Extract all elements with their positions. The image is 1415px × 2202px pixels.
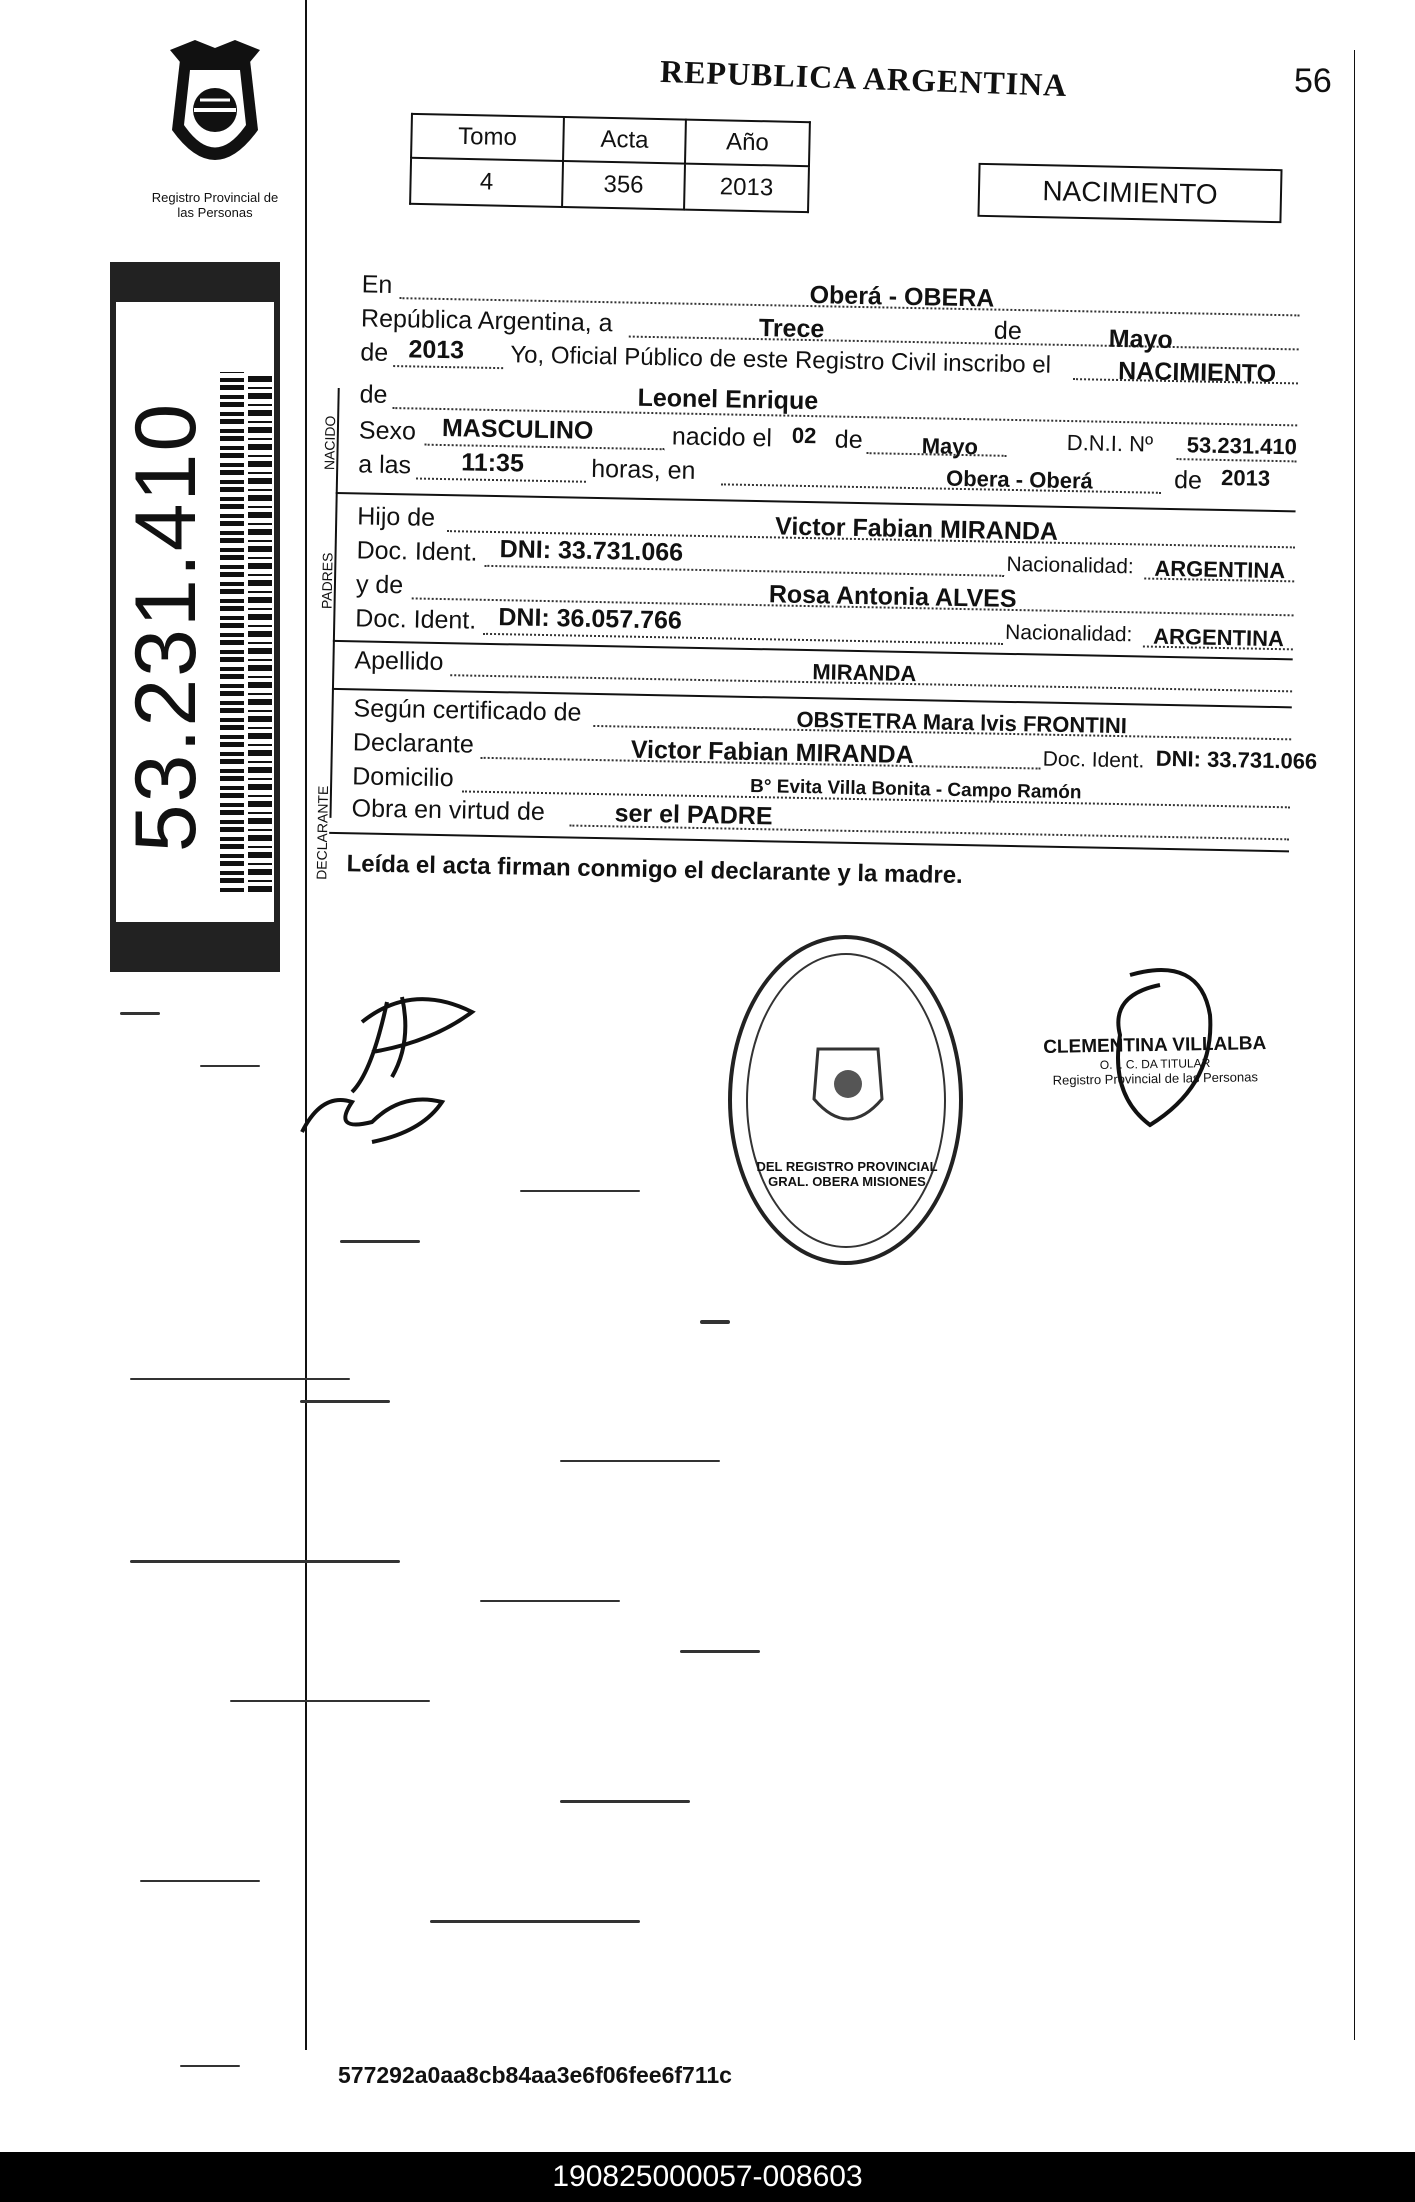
official-title: O. I. C. DA TITULAR <box>1099 1056 1211 1072</box>
republica-label: República Argentina, a <box>360 304 613 338</box>
obra-label: Obra en virtud de <box>351 794 546 827</box>
day-value: Trece <box>758 314 825 344</box>
record-type-box: NACIMIENTO <box>977 163 1282 223</box>
mother-nat-label: Nacionalidad: <box>1004 620 1133 647</box>
inscribo-value: NACIMIENTO <box>1117 356 1277 388</box>
en-label: En <box>361 270 393 300</box>
apellido-label: Apellido <box>354 646 444 677</box>
header-anio: Año <box>685 120 810 167</box>
place-value: Obera - Oberá <box>945 465 1094 494</box>
official-name: CLEMENTINA VILLALBA <box>1043 1033 1267 1058</box>
declarant-signature <box>292 982 492 1152</box>
mother-value: Rosa Antonia ALVES <box>768 580 1017 614</box>
value-anio: 2013 <box>684 164 809 213</box>
domicilio-value: B° Evita Villa Bonita - Campo Ramón <box>749 775 1082 804</box>
obra-value: ser el PADRE <box>614 799 773 831</box>
oficial-text: Yo, Oficial Público de este Registro Civil inscribo el <box>510 341 1052 379</box>
value-tomo: 4 <box>410 158 563 207</box>
declarante-label: Declarante <box>352 728 475 759</box>
year-value: 2013 <box>408 335 465 365</box>
document-hash: 577292a0aa8cb84aa3e6f06fee6f711c <box>338 2062 732 2088</box>
father-doc: DNI: 33.731.066 <box>499 535 684 567</box>
nacido-label: nacido el <box>671 422 773 453</box>
birth-day: 02 <box>791 422 817 449</box>
page-number: 56 <box>1294 62 1332 100</box>
registry-seal <box>728 935 963 1265</box>
father-nat-label: Nacionalidad: <box>1006 552 1134 579</box>
year-de2-label: de <box>1173 466 1203 495</box>
y-de-label: y de <box>355 570 404 600</box>
official-registry: Registro Provincial de las Personas <box>1052 1069 1259 1088</box>
section-nacido: NACIDO <box>321 415 339 471</box>
barcode-bars <box>248 372 272 892</box>
hijo-label: Hijo de <box>357 502 436 532</box>
vertical-dni-number: 53.231.410 <box>118 401 214 853</box>
closing-text: Leída el acta firman conmigo el declarante y la madre. <box>346 850 963 890</box>
father-value: Victor Fabian MIRANDA <box>774 512 1059 546</box>
birth-month: Mayo <box>921 433 979 460</box>
registry-logo <box>150 40 280 250</box>
dni-label: D.N.I. Nº <box>1066 429 1154 457</box>
segun-value: OBSTETRA Mara lvis FRONTINI <box>796 706 1128 739</box>
apellido-value: MIRANDA <box>812 659 917 687</box>
section-padres: PADRES <box>318 552 336 610</box>
domicilio-label: Domicilio <box>352 762 454 793</box>
sexo-value: MASCULINO <box>441 413 594 445</box>
mother-doc-label: Doc. Ident. <box>355 604 477 635</box>
decl-doc-label: Doc. Ident. <box>1042 747 1145 773</box>
month-de-label: de <box>993 316 1023 346</box>
barcode-bars-2 <box>220 372 244 892</box>
form-block <box>313 270 1320 969</box>
seal-emblem-icon <box>808 1039 888 1139</box>
footer-code: 190825000057-008603 <box>552 2160 863 2193</box>
birth-year: 2013 <box>1220 464 1271 491</box>
seal-text: DEL REGISTRO PROVINCIAL GRAL. OBERA MISIONES <box>756 1159 938 1189</box>
value-acta: 356 <box>562 161 685 210</box>
sexo-label: Sexo <box>358 416 417 446</box>
official-stamp <box>1025 1033 1286 1089</box>
right-margin-line <box>1354 50 1355 2040</box>
footer-bar <box>0 2152 1415 2202</box>
en-value: Oberá - OBERA <box>809 281 995 313</box>
scan-noise <box>120 1012 160 1015</box>
birth-de-label: de <box>834 425 863 455</box>
month-value: Mayo <box>1108 324 1173 354</box>
father-nat: ARGENTINA <box>1154 555 1286 584</box>
header-tomo: Tomo <box>411 114 564 161</box>
a-las-label: a las <box>358 450 412 480</box>
segun-label: Según certificado de <box>353 694 582 727</box>
dni-value: 53.231.410 <box>1186 432 1298 460</box>
registry-emblem-icon <box>150 40 280 200</box>
header-acta: Acta <box>563 117 686 164</box>
section-declarante: DECLARANTE <box>313 785 332 880</box>
record-table <box>409 113 811 213</box>
decl-doc-value: DNI: 33.731.066 <box>1155 745 1318 774</box>
horas-label: horas, en <box>590 454 696 485</box>
father-doc-label: Doc. Ident. <box>356 536 478 567</box>
registry-name: Registro Provincial de las Personas <box>151 190 279 220</box>
time-value: 11:35 <box>461 448 525 478</box>
dni-barcode-block <box>110 262 280 972</box>
name-value: Leonel Enrique <box>637 383 819 416</box>
mother-doc: DNI: 36.057.766 <box>498 603 683 635</box>
year-de-label: de <box>360 338 389 367</box>
name-de-label: de <box>359 380 388 409</box>
mother-nat: ARGENTINA <box>1152 623 1285 652</box>
country-header: REPUBLICA ARGENTINA <box>659 52 1069 104</box>
declarante-value: Victor Fabian MIRANDA <box>630 735 914 770</box>
